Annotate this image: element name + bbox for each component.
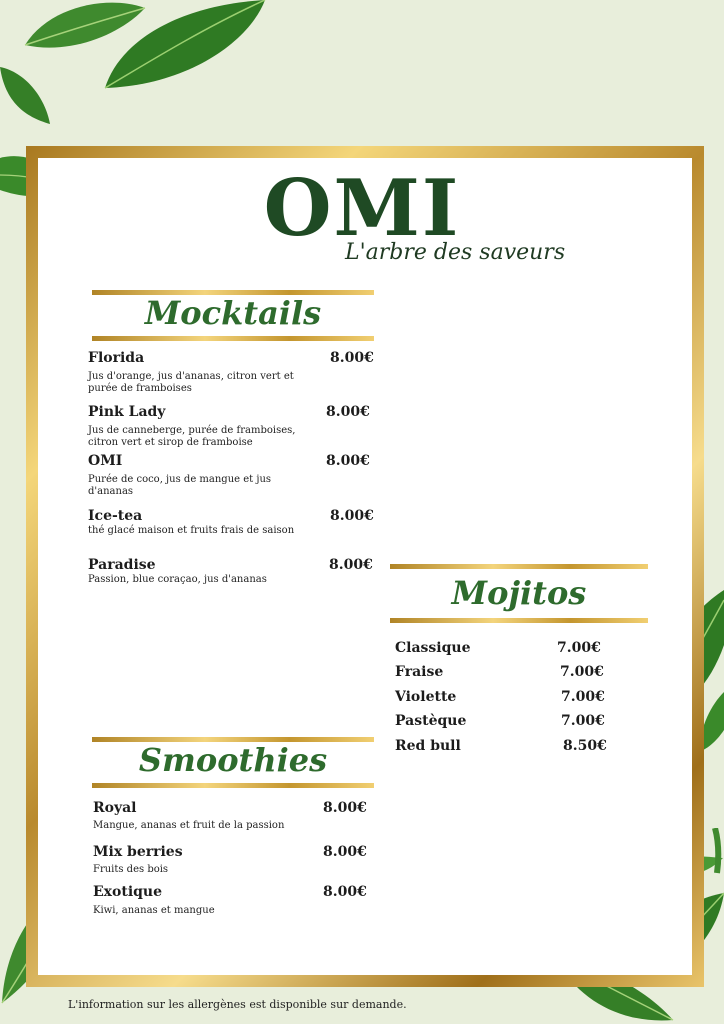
section-title-smoothies: Smoothies bbox=[138, 741, 328, 779]
menu-item-description: Fruits des bois bbox=[93, 864, 169, 875]
menu-item-name: Fraise bbox=[395, 664, 444, 680]
menu-item-price: 8.00€ bbox=[330, 350, 374, 366]
menu-item-description: Kiwi, ananas et mangue bbox=[93, 905, 215, 916]
allergen-notice: L'information sur les allergènes est disponible sur demande. bbox=[68, 998, 407, 1011]
leaf-decoration-icon bbox=[0, 62, 52, 127]
menu-item-name: Royal bbox=[93, 800, 137, 816]
divider bbox=[92, 783, 374, 788]
menu-item-price: 7.00€ bbox=[561, 713, 605, 729]
section-title-mojitos: Mojitos bbox=[451, 574, 587, 612]
menu-item-name: Mix berries bbox=[93, 844, 183, 860]
menu-item-price: 8.00€ bbox=[323, 800, 367, 816]
menu-item-price: 8.00€ bbox=[323, 884, 367, 900]
menu-item-name: Exotique bbox=[93, 884, 163, 900]
menu-item-price: 8.50€ bbox=[563, 738, 607, 754]
divider bbox=[390, 618, 648, 623]
leaf-decoration-icon bbox=[100, 0, 270, 95]
menu-item-name: Classique bbox=[395, 640, 471, 656]
menu-item-name: OMI bbox=[88, 453, 123, 469]
menu-item-price: 8.00€ bbox=[330, 508, 374, 524]
menu-item-price: 8.00€ bbox=[323, 844, 367, 860]
menu-item-price: 8.00€ bbox=[326, 453, 370, 469]
menu-item-name: Pink Lady bbox=[88, 404, 166, 420]
menu-item-price: 7.00€ bbox=[561, 689, 605, 705]
menu-item-price: 7.00€ bbox=[560, 664, 604, 680]
menu-item-description: Jus de canneberge, purée de framboises, citron vert et sirop de framboise bbox=[88, 425, 296, 448]
divider bbox=[92, 336, 374, 341]
menu-item-description: Mangue, ananas et fruit de la passion bbox=[93, 820, 285, 831]
menu-item-description: Jus d'orange, jus d'ananas, citron vert et purée de framboises bbox=[88, 371, 294, 394]
menu-item-description: Passion, blue coraçao, jus d'ananas bbox=[88, 574, 267, 585]
menu-item-name: Violette bbox=[395, 689, 457, 705]
menu-item-description: thé glacé maison et fruits frais de saison bbox=[88, 525, 295, 536]
menu-item-description: Purée de coco, jus de mangue et jus d'ananas bbox=[88, 474, 272, 497]
menu-item-price: 8.00€ bbox=[326, 404, 370, 420]
menu-item-name: Pastèque bbox=[395, 713, 467, 729]
section-title-mocktails: Mocktails bbox=[144, 294, 322, 332]
menu-item-name: Red bull bbox=[395, 738, 461, 754]
menu-item-name: Florida bbox=[88, 350, 145, 366]
menu-item-name: Paradise bbox=[88, 557, 156, 573]
menu-item-price: 8.00€ bbox=[329, 557, 373, 573]
menu-item-name: Ice-tea bbox=[88, 508, 143, 524]
brand-name: OMI bbox=[263, 163, 461, 254]
menu-item-price: 7.00€ bbox=[557, 640, 601, 656]
divider bbox=[390, 564, 648, 569]
brand-tagline: L'arbre des saveurs bbox=[345, 240, 566, 265]
